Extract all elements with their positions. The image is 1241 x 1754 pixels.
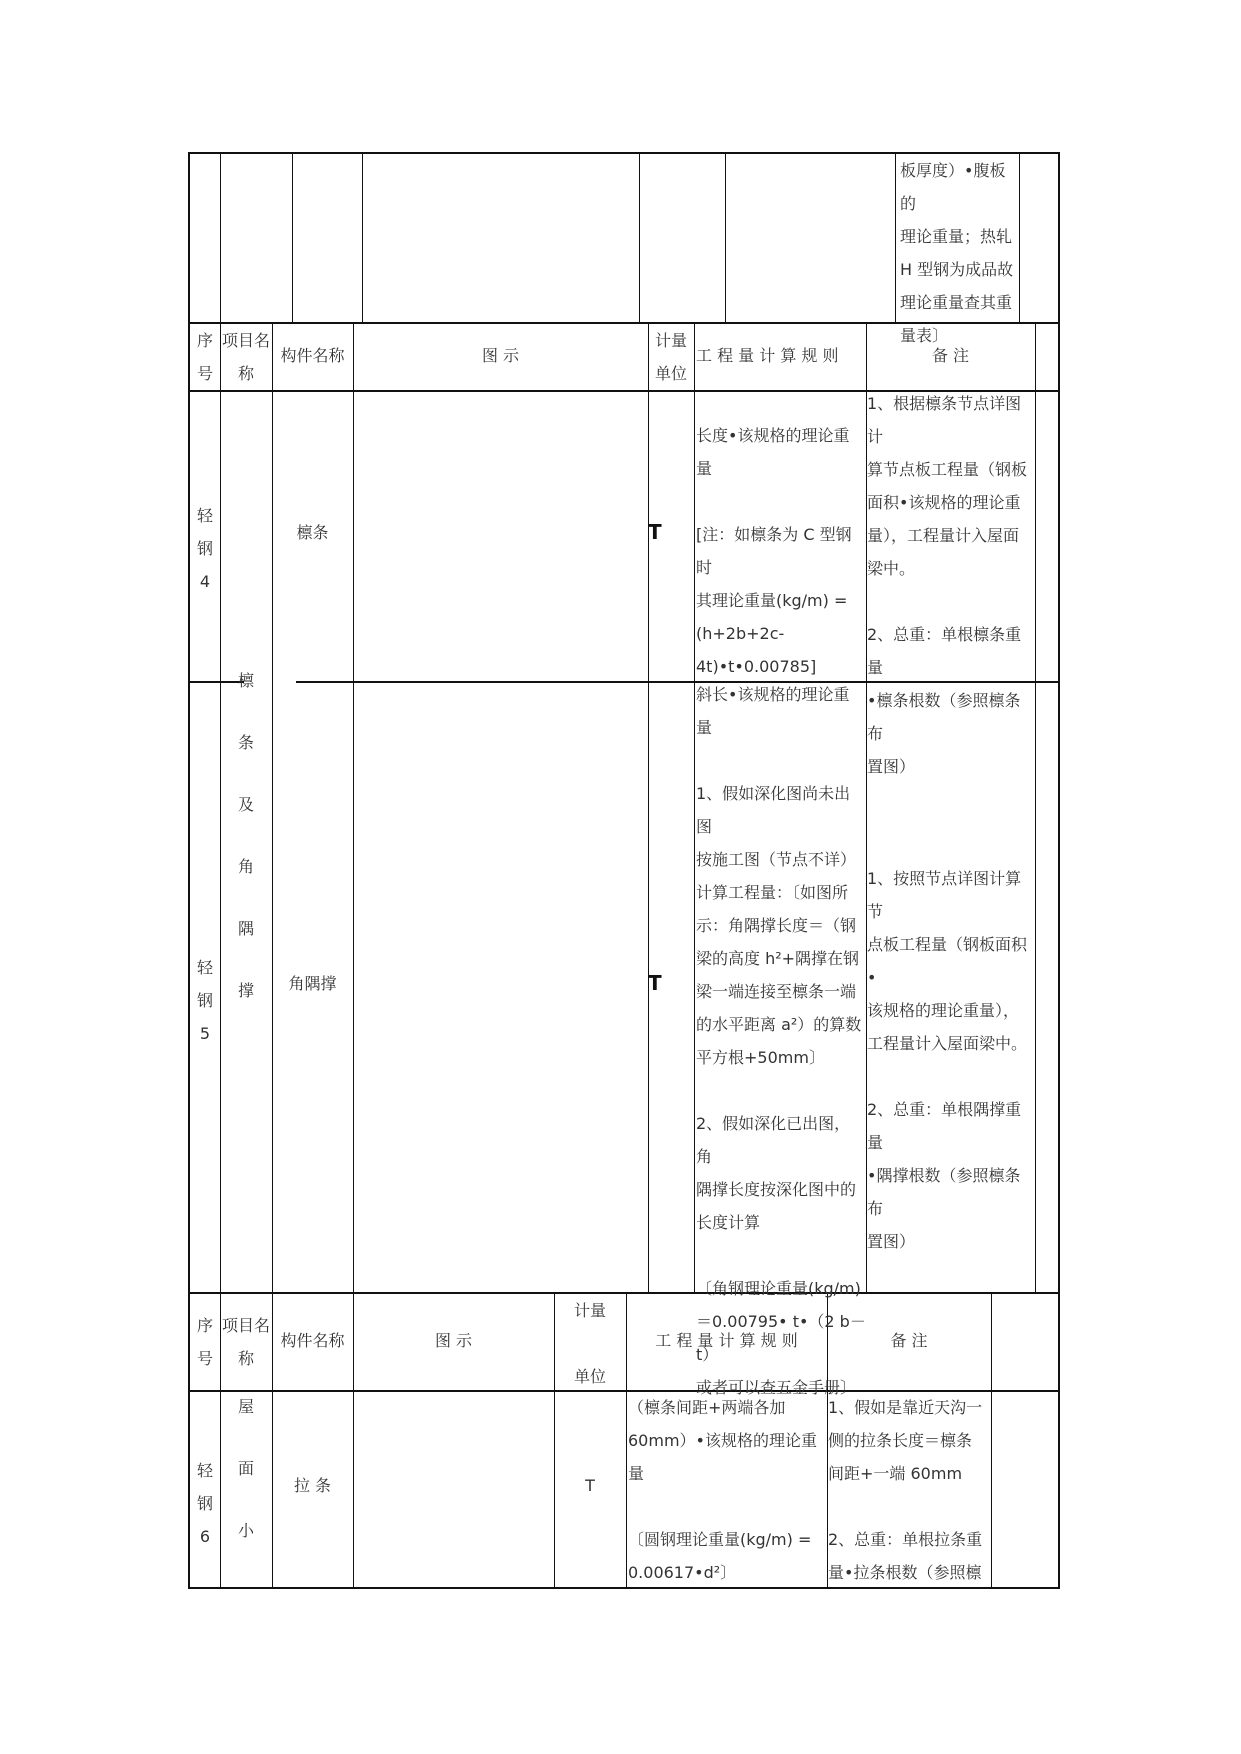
- col-divider: [725, 154, 726, 322]
- header-component-name: 构件名称: [280, 346, 345, 365]
- header-component-name: 构件名称: [280, 1331, 345, 1350]
- col-divider: [694, 322, 695, 1292]
- row-seq-6: 轻 钢 6: [196, 1461, 213, 1546]
- quantity-rules-table: [188, 152, 1060, 1589]
- header-calc-rule: 工 程 量 计 算 规 则: [655, 1331, 798, 1350]
- item-name-purlin-brace: 檩 条 及 角 隅 撑: [237, 671, 254, 1000]
- remark-fragment: 板厚度）•腹板的 理论重量；热轧 H 型钢为成品故 理论重量查其重 量表〕: [900, 161, 1014, 345]
- unit-tie-rod: T: [585, 1476, 595, 1495]
- header-calc-rule: 工 程 量 计 算 规 则: [696, 346, 839, 365]
- col-divider: [648, 322, 649, 1292]
- component-purlin: 檩条: [296, 523, 329, 542]
- col-divider: [991, 1292, 992, 1589]
- col-divider: [362, 154, 363, 322]
- header-item-name: 项目名 称: [221, 1316, 270, 1368]
- header-item-name: 项目名 称: [221, 331, 270, 383]
- header-unit: 计量 单位: [573, 1301, 606, 1386]
- header-figure: 图 示: [481, 346, 520, 365]
- header-unit: 计量 单位: [654, 331, 687, 383]
- item-name-roof: 屋 面 小: [237, 1397, 254, 1540]
- col-divider: [1019, 154, 1020, 322]
- rule-tie-rod: （檩条间距+两端各加 60mm）•该规格的理论重 量 〔圆钢理论重量(kg/m) = 0.00617•d²〕: [628, 1398, 817, 1582]
- remark-corner-brace: 1、按照节点详图计算节 点板工程量（钢板面积• 该规格的理论重量）， 工程量计入屋面梁中。 2、总重：单根隅撑重量 •隅撑根数（参照檩条布 置图）: [867, 869, 1028, 1251]
- rule-corner-brace: 斜长•该规格的理论重 量 1、假如深化图尚未出图 按施工图（节点不详） 计算工程量：〔如图所 示：角隅撑长度＝（钢 梁的高度 h²+隅撑在钢 梁一端连接至檩条一端 的水平距离 a²）的算数 平方根+50mm〕 2、假如深化已出图，角 隅撑长度按深化图中的 长度计算 〔角钢理论重量(kg/m) ＝0.00795• t•（2 b－t） 或者可以查五金手册〕: [696, 685, 866, 1397]
- row-seq-5: 轻 钢 5: [196, 958, 213, 1043]
- header-remark: 备 注: [890, 1331, 928, 1350]
- remark-purlin: 1、根据檩条节点详图计 算节点板工程量（钢板 面积•该规格的理论重 量），工程量计入屋面 梁中。 2、总重：单根檩条重量 •檩条根数（参照檩条布 置图）: [867, 394, 1028, 776]
- header-remark: 备 注: [931, 346, 970, 365]
- col-divider: [272, 322, 273, 1292]
- col-divider: [639, 154, 640, 322]
- header-figure: 图 示: [434, 1331, 473, 1350]
- component-corner-brace: 角隅撑: [288, 974, 337, 993]
- unit-purlin: T: [648, 520, 662, 544]
- col-divider: [1035, 322, 1036, 1292]
- rule-purlin: 长度•该规格的理论重 量 [注：如檩条为 C 型钢时 其理论重量(kg/m) = (h+2b+2c- 4t)•t•0.00785]: [696, 426, 852, 676]
- header-seq: 序 号: [196, 331, 213, 383]
- row-seq-4: 轻 钢 4: [196, 506, 213, 591]
- component-tie-rod: 拉 条: [293, 1476, 332, 1495]
- header-seq: 序 号: [196, 1316, 213, 1368]
- unit-corner-brace: T: [648, 971, 662, 995]
- remark-tie-rod: 1、假如是靠近天沟一 侧的拉条长度＝檩条 间距+一端 60mm 2、总重：单根拉条重 量•拉条根数（参照檩: [828, 1398, 983, 1582]
- col-divider: [353, 322, 354, 1292]
- col-divider: [292, 154, 293, 322]
- col-divider: [895, 154, 896, 322]
- col-divider: [220, 154, 221, 322]
